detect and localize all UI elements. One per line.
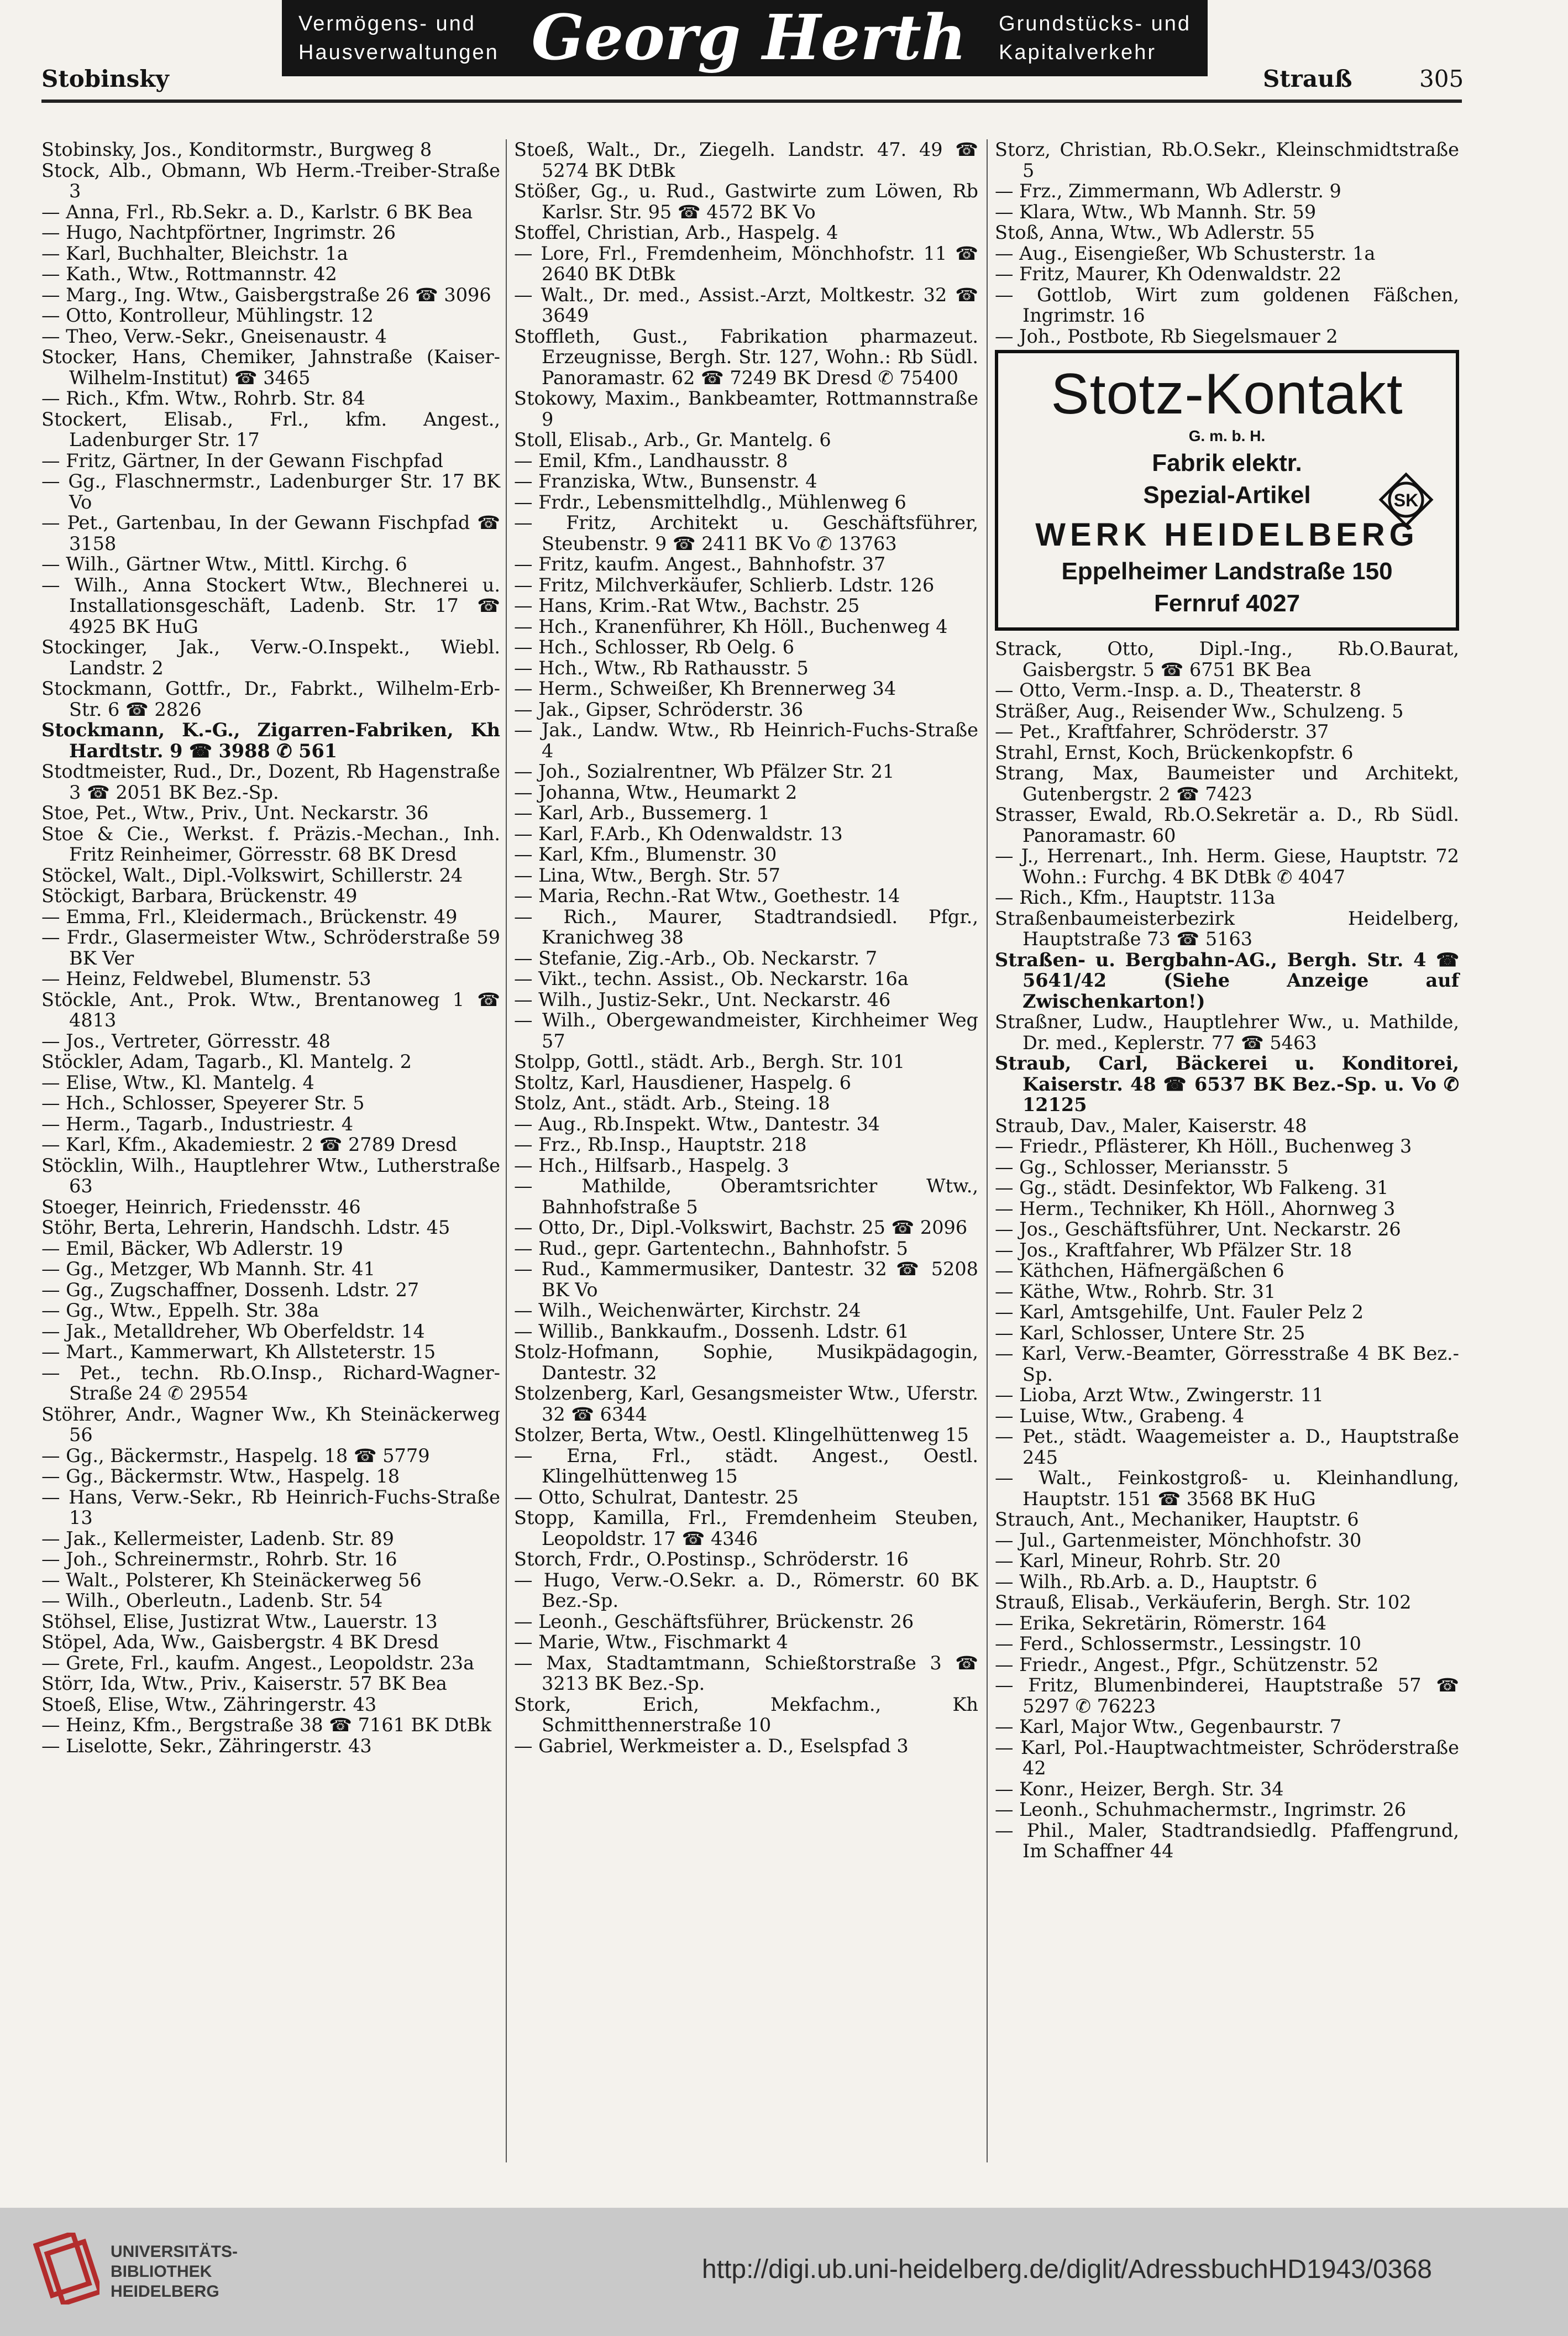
directory-entry: — Jak., Gipser, Schröderstr. 36 — [514, 698, 804, 720]
banner-left-text — [298, 9, 499, 67]
directory-entry: Stoe, Pet., Wtw., Priv., Unt. Neckarstr. 36 — [41, 802, 429, 824]
ad-subtitle: G. m. b. H. — [1188, 427, 1266, 444]
directory-entry: — Jak., Metalldreher, Wb Oberfeldstr. 14 — [41, 1320, 425, 1342]
directory-entry: — Friedr., Pflästerer, Kh Höll., Buchenweg 3 — [995, 1135, 1412, 1157]
directory-entry: Straub, Carl, Bäckerei u. Konditorei, Kaiserstr. 48 ☎ 6537 BK Bez.-Sp. u. Vo ✆ 12125 — [995, 1052, 1459, 1115]
directory-entry: — Fritz, Maurer, Kh Odenwaldstr. 22 — [995, 263, 1342, 285]
directory-entry: — Karl, Kfm., Blumenstr. 30 — [514, 844, 777, 865]
directory-entry: — Gg., städt. Desinfektor, Wb Falkeng. 31 — [995, 1177, 1389, 1198]
directory-entry: — Pet., Gartenbau, In der Gewann Fischpfad ☎ 3158 — [41, 512, 500, 554]
directory-entry: — Karl, F.Arb., Kh Odenwaldstr. 13 — [514, 823, 843, 845]
directory-entry: Stöckle, Ant., Prok. Wtw., Brentanoweg 1 ☎ 4813 — [41, 988, 500, 1031]
source-url-link[interactable]: http://digi.ub.uni-heidelberg.de/diglit/AdressbuchHD1943/0368 — [702, 2255, 1432, 2284]
directory-entry: — Fritz, Milchverkäufer, Schlierb. Ldstr. 126 — [514, 574, 935, 596]
directory-entry: Stopp, Kamilla, Frl., Fremdenheim Steuben, Leopoldstr. 17 ☎ 4346 — [514, 1507, 978, 1549]
banner-brand-logo: Georg Herth — [531, 2, 967, 74]
directory-entry: — Hch., Schlosser, Rb Oelg. 6 — [514, 636, 795, 658]
directory-entry: — Hans, Verw.-Sekr., Rb Heinrich-Fuchs-Straße 13 — [41, 1486, 500, 1528]
directory-entry: Stock, Alb., Obmann, Wb Herm.-Treiber-Straße 3 — [41, 159, 500, 202]
directory-entry: Stolz-Hofmann, Sophie, Musikpädagogin, Dantestr. 32 — [514, 1341, 978, 1384]
directory-entry: — Karl, Verw.-Beamter, Görresstraße 4 BK Bez.-Sp. — [995, 1343, 1459, 1385]
directory-entry: Stockmann, Gottfr., Dr., Fabrkt., Wilhelm-Erb-Str. 6 ☎ 2826 — [41, 678, 500, 720]
directory-entry: Strasser, Ewald, Rb.O.Sekretär a. D., Rb Südl. Panoramastr. 60 — [995, 804, 1459, 846]
directory-entry: — Mathilde, Oberamtsrichter Wtw., Bahnhofstraße 5 — [514, 1175, 978, 1218]
directory-entry: Stoll, Elisab., Arb., Gr. Mantelg. 6 — [514, 429, 831, 451]
sk-logo-icon — [1378, 472, 1434, 527]
directory-entry: — Joh., Postbote, Rb Siegelsmauer 2 — [995, 325, 1338, 347]
directory-entry: Stoe & Cie., Werkst. f. Präzis.-Mechan., Inh. Fritz Reinheimer, Görresstr. 68 BK Dresd — [41, 823, 500, 865]
directory-entry: — Otto, Schulrat, Dantestr. 25 — [514, 1486, 799, 1508]
directory-entry: — Theo, Verw.-Sekr., Gneisenaustr. 4 — [41, 325, 387, 347]
directory-entry: Stocker, Hans, Chemiker, Jahnstraße (Kaiser-Wilhelm-Institut) ☎ 3465 — [41, 346, 500, 389]
directory-entry: Stöcklin, Wilh., Hauptlehrer Wtw., Lutherstraße 63 — [41, 1154, 500, 1197]
directory-entry: — Jak., Landw. Wtw., Rb Heinrich-Fuchs-Straße 4 — [514, 719, 978, 762]
directory-entry: — Grete, Frl., kaufm. Angest., Leopoldstr. 23a — [41, 1652, 475, 1674]
directory-entry: — Karl, Arb., Bussemerg. 1 — [514, 802, 770, 824]
directory-entry: — Maria, Rechn.-Rat Wtw., Goethestr. 14 — [514, 885, 900, 907]
directory-entry: — Hch., Schlosser, Speyerer Str. 5 — [41, 1092, 365, 1114]
ad-works: WERK HEIDELBERG — [1035, 517, 1419, 553]
directory-entry: — Frdr., Glasermeister Wtw., Schröderstraße 59 BK Ver — [41, 926, 500, 969]
directory-entry: — Konr., Heizer, Bergh. Str. 34 — [995, 1778, 1284, 1800]
directory-entry: — Karl, Buchhalter, Bleichstr. 1a — [41, 242, 348, 264]
library-name-line1: UNIVERSITÄTS- — [111, 2243, 238, 2261]
directory-entry: — Gg., Metzger, Wb Mannh. Str. 41 — [41, 1258, 375, 1280]
directory-entry: Stöhrer, Andr., Wagner Ww., Kh Steinäckerweg 56 — [41, 1403, 500, 1445]
directory-entry: — Rud., Kammermusiker, Dantestr. 32 ☎ 5208 BK Vo — [514, 1258, 978, 1301]
directory-entry: Störr, Ida, Wtw., Priv., Kaiserstr. 57 BK Bea — [41, 1673, 447, 1694]
directory-entry: — Gg., Wtw., Eppelh. Str. 38a — [41, 1300, 319, 1321]
directory-entry: — Vikt., techn. Assist., Ob. Neckarstr. 16a — [514, 968, 909, 989]
directory-entry: — Anna, Frl., Rb.Sekr. a. D., Karlstr. 6 BK Bea — [41, 201, 473, 223]
directory-entry: — Johanna, Wtw., Heumarkt 2 — [514, 781, 798, 803]
directory-entry: Stobinsky, Jos., Konditormstr., Burgweg 8 — [41, 139, 432, 160]
directory-entry: — Gottlob, Wirt zum goldenen Fäßchen, Ingrimstr. 16 — [995, 284, 1459, 326]
directory-entry: — Emil, Bäcker, Wb Adlerstr. 19 — [41, 1237, 343, 1259]
directory-entry: — Emil, Kfm., Landhausstr. 8 — [514, 449, 788, 472]
banner-right-line1: Grundstücks- und — [999, 12, 1191, 35]
directory-entry: — Gabriel, Werkmeister a. D., Eselspfad 3 — [514, 1735, 909, 1757]
directory-entry: — Wilh., Obergewandmeister, Kirchheimer Weg 57 — [514, 1009, 978, 1052]
directory-entry: — Rich., Kfm. Wtw., Rohrb. Str. 84 — [41, 387, 365, 409]
banner-left-line1: Vermögens- und — [298, 12, 476, 35]
directory-entry: Stoffel, Christian, Arb., Haspelg. 4 — [514, 222, 838, 243]
ad-line2: Spezial-Artikel — [1143, 481, 1311, 509]
directory-entry: — Otto, Dr., Dipl.-Volkswirt, Bachstr. 25 ☎ 2096 — [514, 1217, 968, 1238]
directory-entry: — Rich., Kfm., Hauptstr. 113a — [995, 887, 1276, 908]
ad-address: Eppelheimer Landstraße 150 — [1061, 558, 1393, 585]
directory-entry: — Frz., Zimmermann, Wb Adlerstr. 9 — [995, 180, 1341, 202]
directory-entry: — Leonh., Geschäftsführer, Brückenstr. 26 — [514, 1610, 914, 1632]
directory-entry: Straßen- u. Bergbahn-AG., Bergh. Str. 4 ☎ 5641/42 (Siehe Anzeige auf Zwischenkarton!) — [995, 949, 1459, 1012]
directory-entry: Straßenbaumeisterbezirk Heidelberg, Hauptstraße 73 ☎ 5163 — [995, 907, 1459, 950]
library-name-line2: BIBLIOTHEK — [111, 2262, 212, 2281]
directory-entry: — Liselotte, Sekr., Zähringerstr. 43 — [41, 1735, 372, 1757]
directory-entry: — Fritz, kaufm. Angest., Bahnhofstr. 37 — [514, 553, 886, 575]
directory-entry: — Karl, Schlosser, Untere Str. 25 — [995, 1322, 1305, 1344]
directory-entry: — Gg., Bäckermstr., Haspelg. 18 ☎ 5779 — [41, 1444, 430, 1466]
directory-entry: — Karl, Kfm., Akademiestr. 2 ☎ 2789 Dresd — [41, 1134, 458, 1155]
directory-entry: — Karl, Amtsgehilfe, Unt. Fauler Pelz 2 — [995, 1301, 1364, 1323]
ad-title: Stotz-Kontakt — [1051, 362, 1403, 426]
directory-entry: — Pet., Kraftfahrer, Schröderstr. 37 — [995, 721, 1329, 742]
directory-entry: — Ferd., Schlossermstr., Lessingstr. 10 — [995, 1633, 1361, 1654]
directory-entry: — Rud., gepr. Gartentechn., Bahnhofstr. 5 — [514, 1237, 908, 1259]
directory-entry: — Wilh., Weichenwärter, Kirchstr. 24 — [514, 1300, 861, 1321]
directory-entry: Stoeß, Walt., Dr., Ziegelh. Landstr. 47. 49 ☎ 5274 BK DtBk — [514, 139, 978, 181]
directory-entry: — Käthchen, Häfnergäßchen 6 — [995, 1260, 1284, 1281]
stotz-kontakt-advertisement — [995, 350, 1459, 631]
directory-entry: — Pet., techn. Rb.O.Insp., Richard-Wagner-Straße 24 ✆ 29554 — [41, 1361, 500, 1404]
directory-entry: — Hch., Hilfsarb., Haspelg. 3 — [514, 1154, 789, 1176]
directory-entry: — Wilh., Justiz-Sekr., Unt. Neckarstr. 46 — [514, 988, 891, 1010]
directory-entry: Stoeger, Heinrich, Friedensstr. 46 — [41, 1196, 361, 1218]
directory-entry: — Lore, Frl., Fremdenheim, Mönchhofstr. 11 ☎ 2640 BK DtBk — [514, 242, 978, 285]
directory-entry: — Gg., Bäckermstr. Wtw., Haspelg. 18 — [41, 1465, 400, 1487]
directory-entry: — Elise, Wtw., Kl. Mantelg. 4 — [41, 1071, 314, 1093]
directory-entry: — Fritz, Gärtner, In der Gewann Fischpfad — [41, 449, 443, 472]
directory-entry: — Erika, Sekretärin, Römerstr. 164 — [995, 1612, 1327, 1634]
page-number: 305 — [1419, 65, 1464, 92]
directory-entry: — Walt., Feinkostgroß- u. Kleinhandlung, Hauptstr. 151 ☎ 3568 BK HuG — [995, 1467, 1459, 1510]
directory-entry: — Franziska, Wtw., Bunsenstr. 4 — [514, 470, 817, 492]
directory-entry: — Lina, Wtw., Bergh. Str. 57 — [514, 864, 780, 886]
directory-entry: Stoeß, Elise, Wtw., Zähringerstr. 43 — [41, 1693, 377, 1715]
directory-entry: Stockert, Elisab., Frl., kfm. Angest., Ladenburger Str. 17 — [41, 408, 500, 451]
directory-entry: Stolzenberg, Karl, Gesangsmeister Wtw., Uferstr. 32 ☎ 6344 — [514, 1382, 978, 1425]
banner-left-line2: Hausverwaltungen — [298, 41, 499, 64]
directory-entry: — Leonh., Schuhmachermstr., Ingrimstr. 26 — [995, 1799, 1407, 1820]
directory-entry: Storch, Frdr., O.Postinsp., Schröderstr. 16 — [514, 1548, 909, 1570]
directory-entry: — Fritz, Blumenbinderei, Hauptstraße 57 ☎ 5297 ✆ 76223 — [995, 1674, 1459, 1717]
directory-entry: — Willib., Bankkaufm., Dossenh. Ldstr. 61 — [514, 1320, 909, 1342]
directory-entry: — Heinz, Feldwebel, Blumenstr. 53 — [41, 968, 371, 989]
directory-entry: — Erna, Frl., städt. Angest., Oestl. Klingelhüttenweg 15 — [514, 1444, 978, 1487]
library-name — [111, 2242, 238, 2302]
directory-entry: — Klara, Wtw., Wb Mannh. Str. 59 — [995, 201, 1317, 223]
library-name-line3: HEIDELBERG — [111, 2282, 219, 2301]
directory-entry: — Karl, Pol.-Hauptwachtmeister, Schröderstraße 42 — [995, 1736, 1459, 1779]
directory-entry: Strauch, Ant., Mechaniker, Hauptstr. 6 — [995, 1509, 1359, 1530]
directory-entry: — Mart., Kammerwart, Kh Allsteterstr. 15 — [41, 1341, 436, 1363]
directory-entry: — Jak., Kellermeister, Ladenb. Str. 89 — [41, 1527, 394, 1549]
directory-entry: — Rich., Maurer, Stadtrandsiedl. Pfgr., Kranichweg 38 — [514, 905, 978, 948]
directory-entry: Stolpp, Gottl., städt. Arb., Bergh. Str. 101 — [514, 1051, 905, 1072]
directory-entry: — Wilh., Oberleutn., Ladenb. Str. 54 — [41, 1590, 383, 1611]
directory-entry: Straßner, Ludw., Hauptlehrer Ww., u. Mathilde, Dr. med., Keplerstr. 77 ☎ 5463 — [995, 1011, 1459, 1054]
directory-entry: — Hch., Wtw., Rb Rathausstr. 5 — [514, 657, 809, 679]
directory-entry: Stöhsel, Elise, Justizrat Wtw., Lauerstr. 13 — [41, 1610, 438, 1632]
banner-right-line2: Kapitalverkehr — [999, 41, 1156, 64]
directory-entry: — Aug., Rb.Inspekt. Wtw., Dantestr. 34 — [514, 1113, 880, 1135]
directory-entry: — Hugo, Verw.-O.Sekr. a. D., Römerstr. 60 BK Bez.-Sp. — [514, 1569, 978, 1611]
directory-entry: Strack, Otto, Dipl.-Ing., Rb.O.Baurat, Gaisbergstr. 5 ☎ 6751 BK Bea — [995, 638, 1459, 680]
directory-entry: — J., Herrenart., Inh. Herm. Giese, Hauptstr. 72 Wohn.: Furchg. 4 BK DtBk ✆ 4047 — [995, 845, 1459, 888]
directory-entry: Stokowy, Maxim., Bankbeamter, Rottmannstraße 9 — [514, 387, 978, 430]
directory-entry: — Walt., Polsterer, Kh Steinäckerweg 56 — [41, 1569, 422, 1591]
directory-entry: Stöpel, Ada, Ww., Gaisbergstr. 4 BK Dresd — [41, 1631, 439, 1653]
directory-column-1 — [41, 139, 500, 1756]
library-footer — [0, 2208, 1568, 2336]
directory-entry: Stöckigt, Barbara, Brückenstr. 49 — [41, 885, 358, 907]
directory-entry: — Wilh., Anna Stockert Wtw., Blechnerei u. Installationsgeschäft, Ladenb. Str. 17 ☎ 4925 BK HuG — [41, 574, 500, 637]
directory-entry: — Hch., Kranenführer, Kh Höll., Buchenweg 4 — [514, 615, 948, 637]
directory-entry: Stoß, Anna, Wtw., Wb Adlerstr. 55 — [995, 222, 1315, 243]
directory-entry: — Heinz, Kfm., Bergstraße 38 ☎ 7161 BK DtBk — [41, 1714, 492, 1736]
directory-entry: — Jul., Gartenmeister, Mönchhofstr. 30 — [995, 1529, 1362, 1551]
ad-line1: Fabrik elektr. — [1152, 449, 1302, 476]
directory-entry: Strahl, Ernst, Koch, Brückenkopfstr. 6 — [995, 741, 1354, 763]
directory-entry: — Gg., Schlosser, Meriansstr. 5 — [995, 1156, 1289, 1178]
directory-entry: — Gg., Zugschaffner, Dossenh. Ldstr. 27 — [41, 1279, 419, 1301]
directory-entry: — Herm., Schweißer, Kh Brennerweg 34 — [514, 678, 896, 699]
running-head-right: Strauß — [1263, 65, 1352, 92]
directory-entry: — Karl, Major Wtw., Gegenbaurstr. 7 — [995, 1716, 1342, 1737]
directory-entry: — Hans, Krim.-Rat Wtw., Bachstr. 25 — [514, 595, 860, 616]
directory-entry: Stolzer, Berta, Wtw., Oestl. Klingelhüttenweg 15 — [514, 1424, 969, 1445]
directory-entry: — Walt., Dr. med., Assist.-Arzt, Moltkestr. 32 ☎ 3649 — [514, 284, 978, 326]
directory-entry: — Frz., Rb.Insp., Hauptstr. 218 — [514, 1134, 807, 1155]
directory-entry: — Gg., Flaschnermstr., Ladenburger Str. 17 BK Vo — [41, 470, 500, 513]
directory-entry: Storz, Christian, Rb.O.Sekr., Kleinschmidtstraße 5 — [995, 139, 1459, 181]
directory-entry: Stöckel, Walt., Dipl.-Volkswirt, Schillerstr. 24 — [41, 864, 463, 886]
directory-entry: — Pet., städt. Waagemeister a. D., Hauptstraße 245 — [995, 1426, 1459, 1468]
directory-entry: Stork, Erich, Mekfachm., Kh Schmitthennerstraße 10 — [514, 1693, 978, 1736]
directory-entry: — Stefanie, Zig.-Arb., Ob. Neckarstr. 7 — [514, 947, 878, 969]
directory-column-2 — [514, 139, 978, 1756]
directory-entry: Strang, Max, Baumeister und Architekt, Gutenbergstr. 2 ☎ 7423 — [995, 762, 1459, 805]
directory-entry: — Herm., Techniker, Kh Höll., Ahornweg 3 — [995, 1197, 1396, 1219]
university-library-logo-icon — [33, 2233, 99, 2304]
banner-right-text — [999, 9, 1191, 67]
directory-entry: — Otto, Verm.-Insp. a. D., Theaterstr. 8 — [995, 679, 1361, 701]
directory-entry: — Herm., Tagarb., Industriestr. 4 — [41, 1113, 354, 1135]
directory-entry: Strauß, Elisab., Verkäuferin, Bergh. Str. 102 — [995, 1591, 1412, 1613]
directory-entry: Stößer, Gg., u. Rud., Gastwirte zum Löwen, Rb Karlsr. Str. 95 ☎ 4572 BK Vo — [514, 180, 978, 223]
directory-entry: — Marie, Wtw., Fischmarkt 4 — [514, 1631, 788, 1653]
directory-entry: — Phil., Maler, Stadtrandsiedlg. Pfaffengrund, Im Schaffner 44 — [995, 1819, 1459, 1862]
sk-logo-text: SK — [1393, 490, 1419, 510]
directory-entry: — Kath., Wtw., Rottmannstr. 42 — [41, 263, 337, 285]
directory-entry: — Lioba, Arzt Wtw., Zwingerstr. 11 — [995, 1384, 1324, 1406]
column-divider — [506, 139, 507, 2162]
directory-entry: Sträßer, Aug., Reisender Ww., Schulzeng. 5 — [995, 700, 1404, 722]
directory-entry: — Fritz, Architekt u. Geschäftsführer, Steubenstr. 9 ☎ 2411 BK Vo ✆ 13763 — [514, 512, 978, 554]
directory-entry: Stodtmeister, Rud., Dr., Dozent, Rb Hagenstraße 3 ☎ 2051 BK Bez.-Sp. — [41, 761, 500, 803]
directory-entry: Stockmann, K.-G., Zigarren-Fabriken, Kh Hardtstr. 9 ☎ 3988 ✆ 561 — [41, 719, 500, 762]
directory-entry: Stolz, Ant., städt. Arb., Steing. 18 — [514, 1092, 830, 1114]
directory-entry: — Karl, Mineur, Rohrb. Str. 20 — [995, 1550, 1281, 1572]
directory-entry: — Jos., Vertreter, Görresstr. 48 — [41, 1030, 331, 1052]
directory-entry: — Wilh., Gärtner Wtw., Mittl. Kirchg. 6 — [41, 553, 407, 575]
directory-entry: — Aug., Eisengießer, Wb Schusterstr. 1a — [995, 242, 1376, 264]
directory-entry: — Wilh., Rb.Arb. a. D., Hauptstr. 6 — [995, 1570, 1318, 1593]
directory-entry: Stöhr, Berta, Lehrerin, Handschh. Ldstr. 45 — [41, 1217, 450, 1238]
column-divider — [987, 139, 988, 2162]
directory-entry: — Hugo, Nachtpförtner, Ingrimstr. 26 — [41, 222, 396, 243]
directory-entry: Straub, Dav., Maler, Kaiserstr. 48 — [995, 1114, 1307, 1136]
directory-entry: — Jos., Geschäftsführer, Unt. Neckarstr. 26 — [995, 1218, 1401, 1240]
running-head-left: Stobinsky — [41, 65, 169, 92]
directory-entry: — Käthe, Wtw., Rohrb. Str. 31 — [995, 1280, 1276, 1302]
header-rule — [41, 99, 1462, 103]
advertisement-banner — [282, 0, 1208, 76]
directory-entry: — Joh., Schreinermstr., Rohrb. Str. 16 — [41, 1548, 397, 1570]
directory-entry: — Marg., Ing. Wtw., Gaisbergstraße 26 ☎ 3096 — [41, 284, 491, 306]
directory-entry: — Max, Stadtamtmann, Schießtorstraße 3 ☎ 3213 BK Bez.-Sp. — [514, 1652, 978, 1694]
directory-column-3 — [995, 139, 1459, 1862]
directory-entry: — Frdr., Lebensmittelhdlg., Mühlenweg 6 — [514, 491, 906, 513]
directory-entry: — Otto, Kontrolleur, Mühlingstr. 12 — [41, 305, 374, 326]
directory-entry: Stockinger, Jak., Verw.-O.Inspekt., Wiebl. Landstr. 2 — [41, 636, 500, 679]
directory-entry: Stöckler, Adam, Tagarb., Kl. Mantelg. 2 — [41, 1051, 412, 1072]
directory-entry: — Luise, Wtw., Grabeng. 4 — [995, 1405, 1245, 1427]
directory-entry: Stoffleth, Gust., Fabrikation pharmazeut. Erzeugnisse, Bergh. Str. 127, Wohn.: Rb Südl. Panoramastr. 62 ☎ 7249 BK Dresd ✆ 75400 — [514, 325, 978, 389]
directory-entry: Stoltz, Karl, Hausdiener, Haspelg. 6 — [514, 1071, 852, 1093]
directory-entry: — Emma, Frl., Kleidermach., Brückenstr. 49 — [41, 905, 458, 928]
directory-entry: — Joh., Sozialrentner, Wb Pfälzer Str. 21 — [514, 761, 895, 782]
directory-entry: — Friedr., Angest., Pfgr., Schützenstr. 52 — [995, 1653, 1379, 1675]
ad-phone: Fernruf 4027 — [1153, 590, 1300, 617]
directory-entry: — Jos., Kraftfahrer, Wb Pfälzer Str. 18 — [995, 1239, 1352, 1261]
